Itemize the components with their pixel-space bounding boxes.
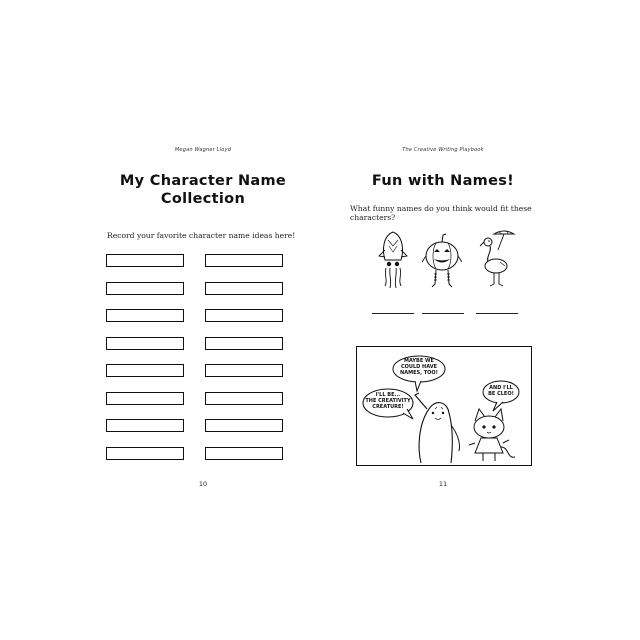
name-entry-box[interactable] — [205, 392, 283, 405]
flamingo-with-umbrella-illustration — [474, 228, 522, 290]
page-number: 10 — [198, 480, 208, 488]
answer-line-3[interactable] — [476, 313, 518, 314]
name-entry-box[interactable] — [106, 447, 184, 460]
title-line-1: My Character Name — [119, 173, 287, 189]
name-entry-box[interactable] — [205, 337, 283, 350]
name-entry-box[interactable] — [205, 364, 283, 377]
page-number: 11 — [438, 480, 448, 488]
name-entry-box[interactable] — [106, 364, 184, 377]
instruction-text: Record your favorite character name ideas here! — [107, 231, 296, 240]
name-entry-box[interactable] — [106, 254, 184, 267]
name-entry-box[interactable] — [205, 254, 283, 267]
name-entry-box[interactable] — [205, 309, 283, 322]
speech-bubble-top-text: MAYBE WE COULD HAVE NAMES, TOO! — [400, 358, 438, 376]
page-title — [96, 172, 310, 208]
pumpkin-character-illustration — [422, 232, 462, 290]
page-title: Fun with Names! — [371, 173, 515, 189]
name-entry-box[interactable] — [106, 337, 184, 350]
answer-line-1[interactable] — [372, 313, 414, 314]
name-entry-box[interactable] — [106, 419, 184, 432]
title-line-2: Collection — [160, 191, 246, 207]
speech-bubble-right-text: AND I'LL BE CLEO! — [488, 385, 514, 397]
name-entry-box[interactable] — [106, 282, 184, 295]
speech-bubble-left-text: I'LL BE... THE CREATIVITY CREATURE! — [365, 392, 411, 410]
name-entry-box[interactable] — [106, 309, 184, 322]
answer-line-2[interactable] — [422, 313, 464, 314]
name-entry-box[interactable] — [205, 419, 283, 432]
instruction-text: What funny names do you think would fit these characters? — [350, 204, 532, 222]
name-entry-box[interactable] — [205, 447, 283, 460]
right-page — [336, 128, 550, 508]
name-entry-box[interactable] — [106, 392, 184, 405]
running-head-book-title: The Creative Writing Playbook — [402, 147, 484, 153]
running-head-author: Megan Wagner Lloyd — [174, 147, 232, 153]
squid-character-illustration — [376, 230, 410, 290]
comic-panel — [356, 346, 532, 466]
left-page — [96, 128, 310, 508]
name-entry-box[interactable] — [205, 282, 283, 295]
